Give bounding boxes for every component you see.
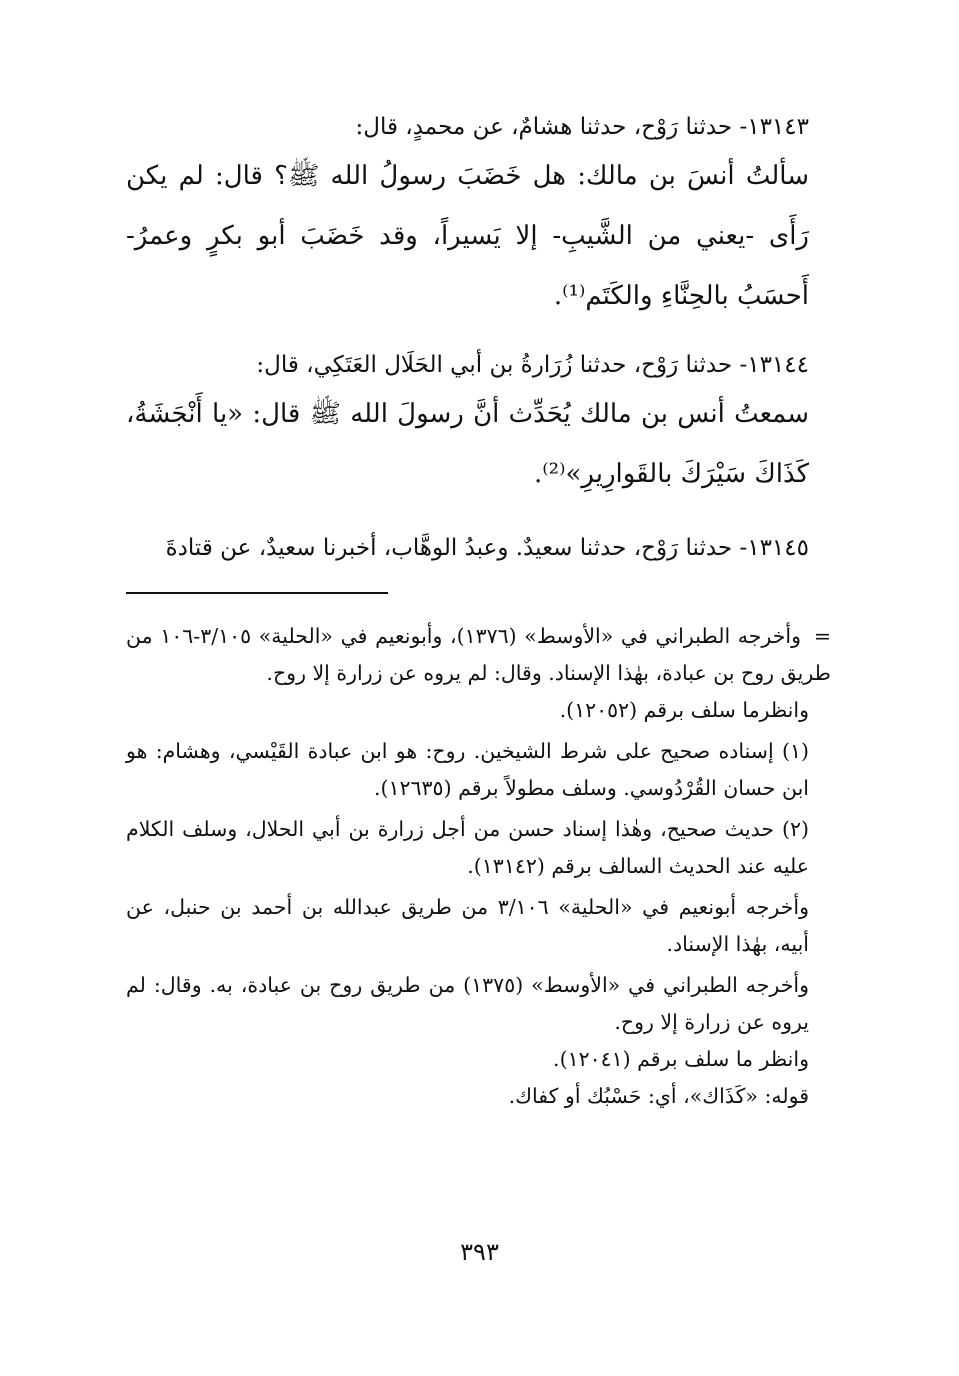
footnote-continuation-ref: وانظرما سلف برقم (١٢٠٥٢).: [559, 698, 809, 722]
footnote-2-gloss: قوله: «كَذَاك»، أي: حَسْبُك أو كفاك.: [508, 1084, 809, 1108]
hadith-13143-text: سألتُ أنسَ بن مالك: هل خَضَبَ رسولُ الله ﷺ؟ قال: لم يكن رَأَى -يعني من الشَّيبِ- إلا يَسيراً، وقد خَضَبَ أبو بكرٍ وعمرُ- أَحسَبُ بالحِنَّاءِ والكَتَم⁽¹⁾.: [126, 161, 809, 311]
main-text: [126, 110, 831, 570]
page-content: [126, 110, 831, 1115]
hadith-13145-text: ١٣١٤٥- حدثنا رَوْح، حدثنا سعيدٌ. وعبدُ الوهَّاب، أخبرنا سعيدٌ، عن قتادةَ: [165, 535, 809, 561]
footnote-continuation: [126, 618, 831, 692]
hadith-13144-header: ١٣١٤٤- حدثنا رَوْح، حدثنا زُرَارةُ بن أبي الحَلَال العَتَكِي، قال:: [256, 352, 809, 378]
footnote-2-ref: وانظر ما سلف برقم (١٢٠٤١).: [553, 1047, 809, 1071]
page-number: ٣٩٣: [460, 1238, 499, 1266]
footnote-2: (٢) حديث صحيح، وهٰذا إسناد حسن من أجل زرارة بن أبي الحلال، وسلف الكلام عليه عند الحديث السالف برقم (١٣١٤٢).: [126, 817, 809, 878]
footnote-divider: [126, 592, 388, 594]
hadith-13144-text: سمعتُ أنس بن مالك يُحَدِّث أنَّ رسولَ الله ﷺ قال: «يا أَنْجَشَةُ، كَذَاكَ سَيْرَكَ بالقَوارِيرِ»⁽²⁾.: [126, 399, 809, 489]
footnote-continuation-text: وأخرجه الطبراني في «الأوسط» (١٣٧٦)، وأبونعيم في «الحلية» ٣/١٠٥-١٠٦ من طريق روح بن عبادة، بهٰذا الإسناد. وقال: لم يروه عن زرارة إلا روح.: [126, 624, 831, 685]
continuation-mark: =: [813, 624, 831, 648]
hadith-13143-header: ١٣١٤٣- حدثنا رَوْح، حدثنا هشامٌ، عن محمدٍ، قال:: [355, 114, 809, 140]
footnote-1: (١) إسناده صحيح على شرط الشيخين. روح: هو ابن عبادة القَيْسي، وهشام: هو ابن حسان القُرْدُوسي. وسلف مطولاً برقم (١٢٦٣٥).: [126, 739, 809, 800]
footnotes: [126, 618, 831, 1115]
footnote-2-source: وأخرجه أبونعيم في «الحلية» ٣/١٠٦ من طريق عبدالله بن أحمد بن حنبل، عن أبيه، بهٰذا الإسناد.: [126, 895, 809, 956]
footnote-2-source-2: وأخرجه الطبراني في «الأوسط» (١٣٧٥) من طريق روح بن عبادة، به. وقال: لم يروه عن زرارة إلا روح.: [126, 973, 809, 1034]
